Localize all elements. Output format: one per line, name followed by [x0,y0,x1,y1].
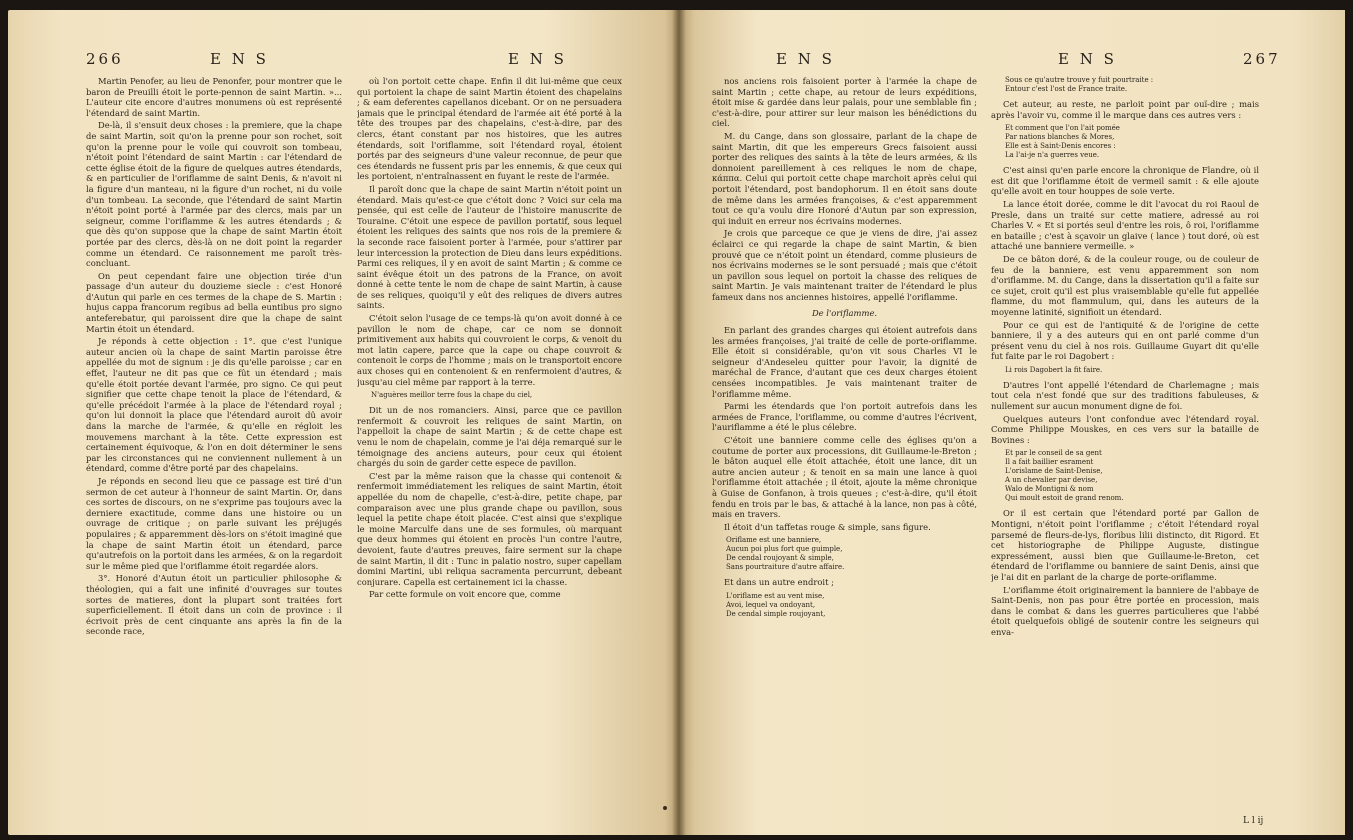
paragraph: Parmi les étendards que l'on portoit autrefois dans les armées de France, l'oriflamme, ou comme d'autres l'écrivent, l'auriflamme a été le plus célebre. [712,401,977,433]
running-header-right-col2: E N S [1058,50,1117,68]
book-gutter [672,10,686,835]
paragraph: C'étoit selon l'usage de ce temps-là qu'on avoit donné à ce pavillon le nom de chape, car ce nom se donnoit primitivement aux habits qui couvroient le corps, & venoit du mot latin capere, parce que la cape ou chape couvroit & contenoit le corps de l'homme ; mais on le transportoit encore aux choses qui en contenoient & en renfermoient d'autres, & jusqu'au ciel même par rapport à la terre. [357,313,622,387]
page-number-right: 267 [1243,50,1281,68]
verse-quote: Sous ce qu'autre trouve y fuit pourtraite : Entour c'est l'ost de France traite. [1005,76,1154,93]
left-page-column-2 [357,76,622,816]
paragraph: Quelques auteurs l'ont confondue avec l'étendard royal. Comme Philippe Mouskes, en ces vers sur la bataille de Bovines : [991,413,1259,445]
left-page-column-1 [86,76,342,816]
paragraph: Je réponds à cette objection : 1°. que c'est l'unique auteur ancien où la chape de saint Martin paroisse être appellée du mot de signum : je dis qu'elle paroisse ; car en effet, l'auteur ne dit pas que ce fût un étendard ; mais qu'elle étoit portée devant l'armée, pro signo. Ce qui peut signifier que cette chape tenoit la place de l'étendard, & qu'elle précédoit l'armée à la place de l'étendard royal ; qu'on lui donnoit la place que l'étendard auroit dû avoir dans la marche de l'armée, & qu'elle en régloit les mouvemens marchant à la tête. Cette expression est certainement équivoque, & l'on en doit déterminer le sens par les circonstances qui ne conviennent nullement à un étendard, comme d'être porté par des chapelains. [86,336,342,474]
verse-quote: L'oriflame est au vent mise, Avoi, lequel va ondoyant, De cendal simple roujoyant, [726,591,826,618]
paragraph: L'oriflamme étoit originairement la banniere de l'abbaye de Saint-Denis, non pas pour être portée en procession, mais dans le combat & dans les guerres particulieres que l'abbé étoit quelquefois obligé de soutenir contre les seigneurs qui enva- [991,584,1259,637]
page-number-left: 266 [86,50,124,68]
paragraph: C'est par la même raison que la chasse qui contenoit & renfermoit immédiatement les reliques de saint Martin, étoit appellée du nom de chapelle, c'est-à-dire, petite chape, par comparaison avec une plus grande chape ou pavillon, sous lequel la petite chape étoit placée. C'est ainsi que s'explique le moine Marculfe dans une de ses formules, où marquant que deux hommes qui étoient en procès l'un contre l'autre, devoient, faute d'autres preuves, faire serment sur la chape de saint Martin, il dit : Tunc in palatio nostro, super capellam domini Martini, ubi reliqua sacramenta percurrunt, debeant conjurare. Capella est certainement ici la chasse. [357,470,622,587]
paragraph: Par cette formule on voit encore que, comme [369,589,561,600]
right-page-column-1 [712,76,977,816]
paragraph: Or il est certain que l'étendard porté par Gallon de Montigni, n'étoit point l'oriflamme ; c'étoit l'étendard royal parsemé de fleurs-de-lys, floribus lilii distincto, dit Rigord. Et cet historiographe de Philippe Auguste, distingue expressément, aussi bien que Guillaume-le-Breton, cet étendard de l'oriflamme ou banniere de saint Denis, ainsi que je l'ai dit en parlant de la charge de porte-oriflamme. [991,508,1259,582]
paragraph: M. du Cange, dans son glossaire, parlant de la chape de saint Martin, dit que les empereurs Grecs faisoient aussi porter des reliques des saints à la tête de leurs armées, & ils donnoient pareillement à ces reliques le nom de chape, κάππα. Celui qui portoit cette chape marchoit après celui qui portoit l'étendard, post bandophorum. Il en étoit sans doute de même dans les armées françoises, & c'est apparemment tout ce qu'a voulu dire Honoré d'Autun par son expression, qui induit en erreur nos écrivains modernes. [712,130,977,226]
verse-quote: N'aguères meillor terre fous la chape du ciel, [371,391,533,400]
paragraph: Dit un de nos romanciers. Ainsi, parce que ce pavillon renfermoit & couvroit les reliques de saint Martin, on l'appelloit la chape de saint Martin ; & de cette chape est venu le nom de chapelain, comme je l'ai déja remarqué sur le témoignage des anciens auteurs, pour ceux qui étoient chargés du soin de garder cette espece de pavillon. [357,405,622,469]
ink-spot [663,806,667,810]
book-spread [8,10,1345,835]
paragraph: D'autres l'ont appellé l'étendard de Charlemagne ; mais tout cela n'est fondé que sur des traditions fabuleuses, & nullement sur aucun monument digne de foi. [991,379,1259,412]
right-page [678,10,1345,835]
paragraph: Cet auteur, au reste, ne parloit point par ouï-dire ; mais après l'avoir vu, comme il le marque dans ces autres vers : [991,99,1259,120]
paragraph: De ce bâton doré, & de la couleur rouge, ou de couleur de feu de la banniere, est venu apparemment son nom d'oriflamme. M. du Cange, dans la dissertation qu'il a faite sur ce sujet, croit qu'il est plus vraisemblable qu'elle fut appellée flamme, du mot flammulum, qui, dans les auteurs de la moyenne latinité, signifioit un étendard. [991,253,1259,317]
paragraph: Pour ce qui est de l'antiquité & de l'origine de cette banniere, il y a des auteurs qui en ont parlé comme d'un présent venu du ciel à nos rois. Guillaume Guyart dit qu'elle fut faite par le roi Dagobert : [991,319,1259,362]
running-header-left-col2: E N S [508,50,567,68]
paragraph: La lance étoit dorée, comme le dit l'avocat du roi Raoul de Presle, dans un traité sur cette matiere, adressé au roi Charles V. « Et si portés seul d'entre les rois, ô roi, l'oriflamme en bataille ; c'est à sçavoir un glaive ( lance ) tout doré, où est attaché une banniere vermeille. » [991,198,1259,252]
paragraph: On peut cependant faire une objection tirée d'un passage d'un auteur du douzieme siecle : c'est Honoré d'Autun qui parle en ces termes de la chape de S. Martin : hujus cappa francorum regibus ad bella euntibus pro signo anteferebatur, qui paroissent dire que la chape de saint Martin étoit un étendard. [86,270,342,334]
paragraph: Il paroît donc que la chape de saint Martin n'étoit point un étendard. Mais qu'est-ce que c'étoit donc ? Voici sur cela ma pensée, qui est celle de l'auteur de l'histoire manuscrite de Touraine. C'étoit une espece de pavillon portatif, sous lequel étoient les reliques des saints que nos rois de la premiere & la seconde race faisoient porter à l'armée, pour s'attirer par leur intercession la protection de Dieu dans leurs expéditions. Parmi ces reliques, il y en avoit de saint Martin ; & comme ce saint évêque étoit un des patrons de la France, on avoit donné à cette tente le nom de chape de saint Martin, à cause de ses reliques, quoiqu'il y eût des reliques de divers autres saints. [357,183,622,311]
paragraph: 3°. Honoré d'Autun étoit un particulier philosophe & théologien, qui a fait une infinité d'ouvrages sur toutes sortes de matieres, dont la plupart sont traitées fort superficiellement. Il étoit dans un coin de province : il écrivoit près de cent cinquante ans après la fin de la seconde race, [86,573,342,637]
verse-quote: Li rois Dagobert la fit faire. [1005,365,1103,374]
paragraph: En parlant des grandes charges qui étoient autrefois dans les armées françoises, j'ai traité de celle de porte-oriflamme. Elle étoit si considérable, qu'on vit sous Charles VI le seigneur d'Andeseleu quitter pour l'avoir, la dignité de maréchal de France, d'autant que ces deux charges étoient censées incompatibles. Je vais maintenant traiter de l'oriflamme même. [712,325,977,399]
left-page [8,10,678,835]
paragraph: De-là, il s'ensuit deux choses : la premiere, que la chape de saint Martin, soit qu'on la prenne pour son rochet, soit qu'on la prenne pour le voile qui couvroit son tombeau, n'étoit point l'étendard de saint Martin : car l'étendard de cette église étoit de la figure de quelques autres étendards, & en particulier de l'oriflamme de saint Denis, & n'avoit ni la figure d'un manteau, ni la figure d'un rochet, ni du voile d'un tombeau. La seconde, que l'étendard de saint Martin n'étoit point porté à l'armée par des clercs, mais par un seigneur, comme l'oriflamme & les autres étendards ; & que dès qu'on suppose que la chape de saint Martin étoit portée par des clercs, dès-là on ne doit point la regarder comme un étendard. Ce raisonnement me paroît très-concluant. [86,120,342,269]
running-header-left: E N S [210,50,269,68]
paragraph: Je réponds en second lieu que ce passage est tiré d'un sermon de cet auteur à l'honneur de saint Martin. Or, dans ces sortes de discours, on ne s'exprime pas toujours avec la derniere exactitude, comme dans une histoire ou un ouvrage de critique ; on parle suivant les préjugés populaires ; & apparemment dès-lors on s'étoit imaginé que la chape de saint Martin étoit un étendard, parce qu'autrefois on la portoit dans les armées, & on la regardoit sur le même pied que l'oriflamme étoit regardée alors. [86,475,342,571]
section-heading: De l'oriflamme. [811,308,878,319]
signature-mark: L l ij [1243,816,1264,826]
paragraph: Et dans un autre endroit ; [724,577,834,588]
paragraph: Il étoit d'un taffetas rouge & simple, sans figure. [724,521,931,532]
paragraph: où l'on portoit cette chape. Enfin il dit lui-même que ceux qui portoient la chape de saint Martin étoient des chapelains ; & eam deferentes capellanos dicebant. Or on ne persuadera jamais que le principal étendard de l'armée ait été porté à la tête des troupes par des chapelains, c'est-à-dire, par des clercs, étant constant par nos histoires, que les autres étendards, soit l'oriflamme, soit l'étendard royal, étoient portés par des seigneurs d'une valeur reconnue, de peur que ces étendards ne fussent pris par les ennemis, & que ceux qui les portoient, n'entraînassent en fuyant le reste de l'armée. [357,76,622,182]
paragraph: nos anciens rois faisoient porter à l'armée la chape de saint Martin ; cette chape, au retour de leurs expéditions, étoit mise & gardée dans leur palais, pour une semblable fin ; c'est-à-dire, pour attirer sur leur maison les bénédictions du ciel. [712,76,977,129]
paragraph: C'est ainsi qu'en parle encore la chronique de Flandre, où il est dit que l'oriflamme étoit de vermeil samit : & elle ajoute qu'elle avoit en tour houppes de soie verte. [991,165,1259,197]
running-header-right: E N S [776,50,835,68]
paragraph: C'étoit une banniere comme celle des églises qu'on a coutume de porter aux processions, dit Guillaume-le-Breton ; le bâton auquel elle étoit attachée, étoit une lance, dit un autre ancien auteur ; & tenoit en sa main une lance à quoi l'oriflamme étoit attachée ; il étoit, ajoute la même chronique à Guise de Gonfanon, à trois queues ; c'est-à-dire, qu'il étoit fendu en trois par le bas, & attaché à la lance, non pas à côté, mais en travers. [712,435,977,520]
verse-quote: Et par le conseil de sa gent Il a fait baillier esrament L'orislame de Saint-Denise, A un chevalier par devise, Walo de Montigni & nom Qui moult estoit de grand renom. [1005,449,1124,503]
paragraph: Martin Penofer, au lieu de Penonfer, pour montrer que le baron de Preuilli étoit le porte-pennon de saint Martin. »... L'auteur cite encore d'autres monumens où est représenté l'étendard de saint Martin. [86,76,342,118]
verse-quote: Oriflame est une banniere, Aucun poi plus fort que guimple, De cendal roujoyant & simple, Sans pourtraiture d'autre affaire. [726,536,845,572]
verse-quote: Et comment que l'on l'ait pomée Par nations blanches & Mores, Elle est à Saint-Denis encores : La l'ai-je n'a guerres veue. [1005,124,1120,160]
right-page-column-2 [991,76,1259,816]
paragraph: Je crois que parceque ce que je viens de dire, j'ai assez éclairci ce qui regarde la chape de saint Martin, & bien prouvé que ce n'étoit point un étendard, comme plusieurs de nos écrivains modernes se le sont persuadé ; mais que c'étoit un pavillon sous lequel on portoit la chasse des reliques de saint Martin. Je vais maintenant traiter de l'étendard le plus fameux dans nos anciennes histoires, appellé l'oriflamme. [712,228,977,302]
